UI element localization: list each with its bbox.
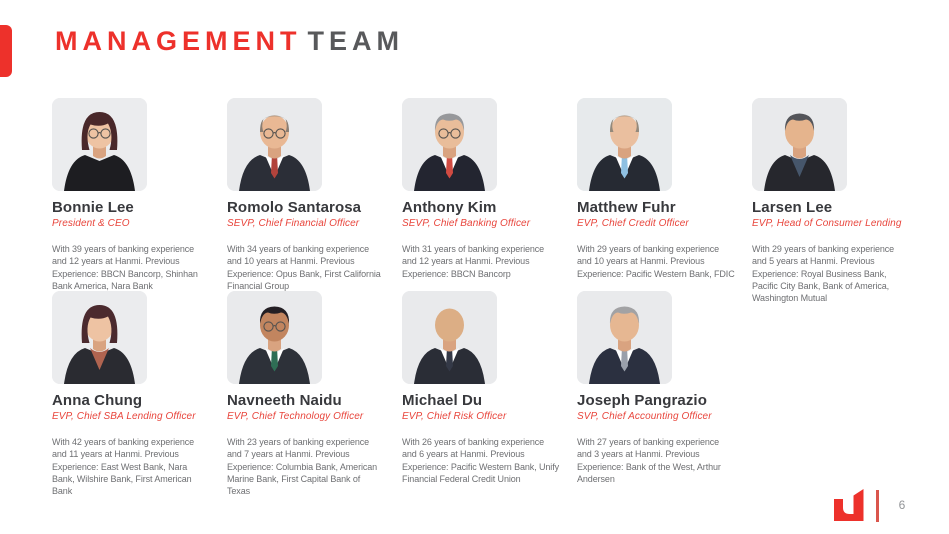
member-portrait	[752, 98, 847, 191]
member-role: EVP, Head of Consumer Lending	[752, 218, 902, 230]
member-role: SEVP, Chief Financial Officer	[227, 218, 360, 230]
member-bio: With 26 years of banking experience and 6 years at Hanmi. Previous Experience: Pacific Western Bank, Unify Financial Federal Credit Union	[402, 437, 560, 484]
team-member-card	[577, 98, 752, 304]
member-role: President & CEO	[52, 218, 130, 230]
member-name: Joseph Pangrazio	[577, 392, 707, 409]
member-role: EVP, Chief Credit Officer	[577, 218, 689, 230]
member-photo	[577, 98, 672, 191]
member-bio: With 39 years of banking experience and 12 years at Hanmi. Previous Experience: BBCN Bancorp, Shinhan Bank America, Nara Bank	[52, 244, 198, 291]
footer-divider	[876, 490, 879, 522]
member-photo	[577, 291, 672, 384]
member-photo	[227, 98, 322, 191]
member-bio: With 31 years of banking experience and 12 years at Hanmi. Previous Experience: BBCN Bancorp	[402, 244, 545, 279]
member-portrait	[227, 98, 322, 191]
member-name: Larsen Lee	[752, 199, 833, 216]
member-name: Anna Chung	[52, 392, 143, 409]
corner-accent-bar	[0, 25, 12, 77]
member-name: Matthew Fuhr	[577, 199, 676, 216]
member-name: Anthony Kim	[402, 199, 497, 216]
member-photo	[227, 291, 322, 384]
team-member-card	[227, 291, 402, 497]
member-role: SEVP, Chief Banking Officer	[402, 218, 531, 230]
member-portrait	[402, 98, 497, 191]
member-role: EVP, Chief SBA Lending Officer	[52, 411, 196, 423]
member-portrait	[52, 291, 147, 384]
page-title-secondary: TEAM	[307, 26, 404, 56]
member-bio: With 27 years of banking experience and 3 years at Hanmi. Previous Experience: Bank of the West, Arthur Andersen	[577, 437, 721, 484]
member-name: Michael Du	[402, 392, 483, 409]
team-member-card	[52, 98, 227, 304]
member-bio: With 34 years of banking experience and 10 years at Hanmi. Previous Experience: Opus Bank, First California Financial Group	[227, 244, 381, 291]
team-member-card	[227, 98, 402, 304]
member-bio: With 29 years of banking experience and 10 years at Hanmi. Previous Experience: Pacific Western Bank, FDIC	[577, 244, 735, 279]
team-member-card	[402, 98, 577, 304]
member-name: Bonnie Lee	[52, 199, 134, 216]
team-member-card	[52, 291, 227, 497]
member-portrait	[577, 98, 672, 191]
page-number: 6	[898, 498, 906, 512]
team-member-card	[752, 98, 927, 304]
member-role: EVP, Chief Risk Officer	[402, 411, 507, 423]
member-portrait	[227, 291, 322, 384]
member-photo	[402, 98, 497, 191]
member-photo	[752, 98, 847, 191]
member-portrait	[52, 98, 147, 191]
member-photo	[52, 291, 147, 384]
member-portrait	[402, 291, 497, 384]
team-member-card	[402, 291, 577, 497]
member-bio: With 29 years of banking experience and 5 years at Hanmi. Previous Experience: Royal Business Bank, Pacific City Bank, Bank of America, Washington Mutual	[752, 244, 895, 304]
member-role: EVP, Chief Technology Officer	[227, 411, 364, 423]
page-title	[55, 27, 404, 57]
team-grid-row-1	[52, 98, 927, 304]
hanmi-bank-logo	[833, 487, 867, 521]
member-bio: With 23 years of banking experience and 7 years at Hanmi. Previous Experience: Columbia Bank, American Marine Bank, First Capital Bank of Texas	[227, 437, 378, 497]
member-portrait	[577, 291, 672, 384]
team-grid-row-2	[52, 291, 752, 497]
member-name: Navneeth Naidu	[227, 392, 342, 409]
member-role: SVP, Chief Accounting Officer	[577, 411, 712, 423]
member-photo	[402, 291, 497, 384]
member-name: Romolo Santarosa	[227, 199, 362, 216]
member-bio: With 42 years of banking experience and 11 years at Hanmi. Previous Experience: East West Bank, Nara Bank, Wilshire Bank, First American Bank	[52, 437, 195, 497]
member-photo	[52, 98, 147, 191]
page-title-primary: MANAGEMENT	[55, 26, 302, 56]
team-member-card	[577, 291, 752, 497]
